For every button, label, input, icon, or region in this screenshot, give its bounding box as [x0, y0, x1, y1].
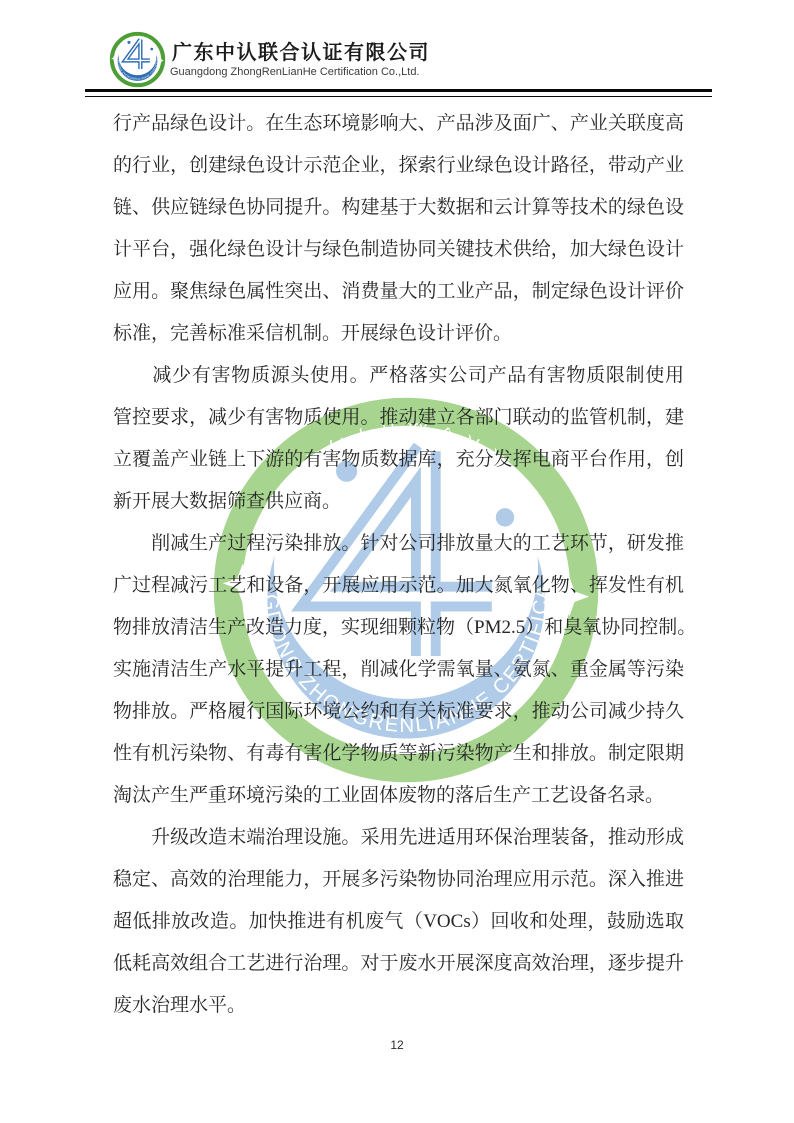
text-line: 广过程减污工艺和设备，开展应用示范。加大氮氧化物、挥发性有机: [113, 575, 684, 596]
page-number: 12: [390, 1038, 404, 1052]
header-divider: [85, 89, 712, 97]
text-line: 升级改造末端治理设施。采用先进适用环保治理装备，推动形成: [113, 827, 684, 848]
text-line: 减少有害物质源头使用。严格落实公司产品有害物质限制使用: [113, 365, 684, 386]
text-line: 的行业，创建绿色设计示范企业，探索行业绿色设计路径，带动产业: [113, 155, 684, 176]
text-line: 物排放。严格履行国际环境公约和有关标准要求，推动公司减少持久: [113, 701, 684, 722]
text-line: 行产品绿色设计。在生态环境影响大、产品涉及面广、产业关联度高: [113, 113, 684, 134]
text-line: 应用。聚焦绿色属性突出、消费量大的工业产品，制定绿色设计评价: [113, 281, 684, 302]
text-line: 实施清洁生产水平提升工程，削减化学需氧量、氨氮、重金属等污染: [113, 659, 684, 680]
text-line: 稳定、高效的治理能力，开展多污染物协同治理应用示范。深入推进: [113, 869, 684, 890]
text-line: 链、供应链绿色协同提升。构建基于大数据和云计算等技术的绿色设: [113, 197, 684, 218]
text-line: 超低排放改造。加快推进有机废气（VOCs）回收和处理，鼓励选取: [113, 911, 684, 932]
text-line: 新开展大数据筛查供应商。: [113, 491, 342, 512]
text-line: 计平台，强化绿色设计与绿色制造协同关键技术供给，加大绿色设计: [113, 239, 684, 260]
text-line: 物排放清洁生产改造力度，实现细颗粒物（PM2.5）和臭氧协同控制。: [113, 617, 697, 638]
text-line: 性有机污染物、有毒有害化学物质等新污染物产生和排放。制定限期: [113, 743, 684, 764]
text-line: 低耗高效组合工艺进行治理。对于废水开展深度高效治理，逐步提升: [113, 953, 684, 974]
company-logo: [109, 31, 166, 88]
text-line: 标准，完善标准采信机制。开展绿色设计评价。: [113, 323, 513, 344]
document-body: [113, 103, 697, 1027]
text-line: 立覆盖产业链上下游的有害物质数据库，充分发挥电商平台作用，创: [113, 449, 684, 470]
company-name-english: Guangdong ZhongRenLianHe Certification Co.,Ltd.: [170, 66, 420, 78]
text-line: 废水治理水平。: [113, 995, 247, 1016]
company-name: 广东中认联合认证有限公司: [172, 42, 430, 64]
text-line: 削减生产过程污染排放。针对公司排放量大的工艺环节，研发推: [113, 533, 684, 554]
text-line: 管控要求，减少有害物质使用。推动建立各部门联动的监管机制，建: [113, 407, 684, 428]
text-line: 淘汰产生严重环境污染的工业固体废物的落后生产工艺设备名录。: [113, 785, 665, 806]
